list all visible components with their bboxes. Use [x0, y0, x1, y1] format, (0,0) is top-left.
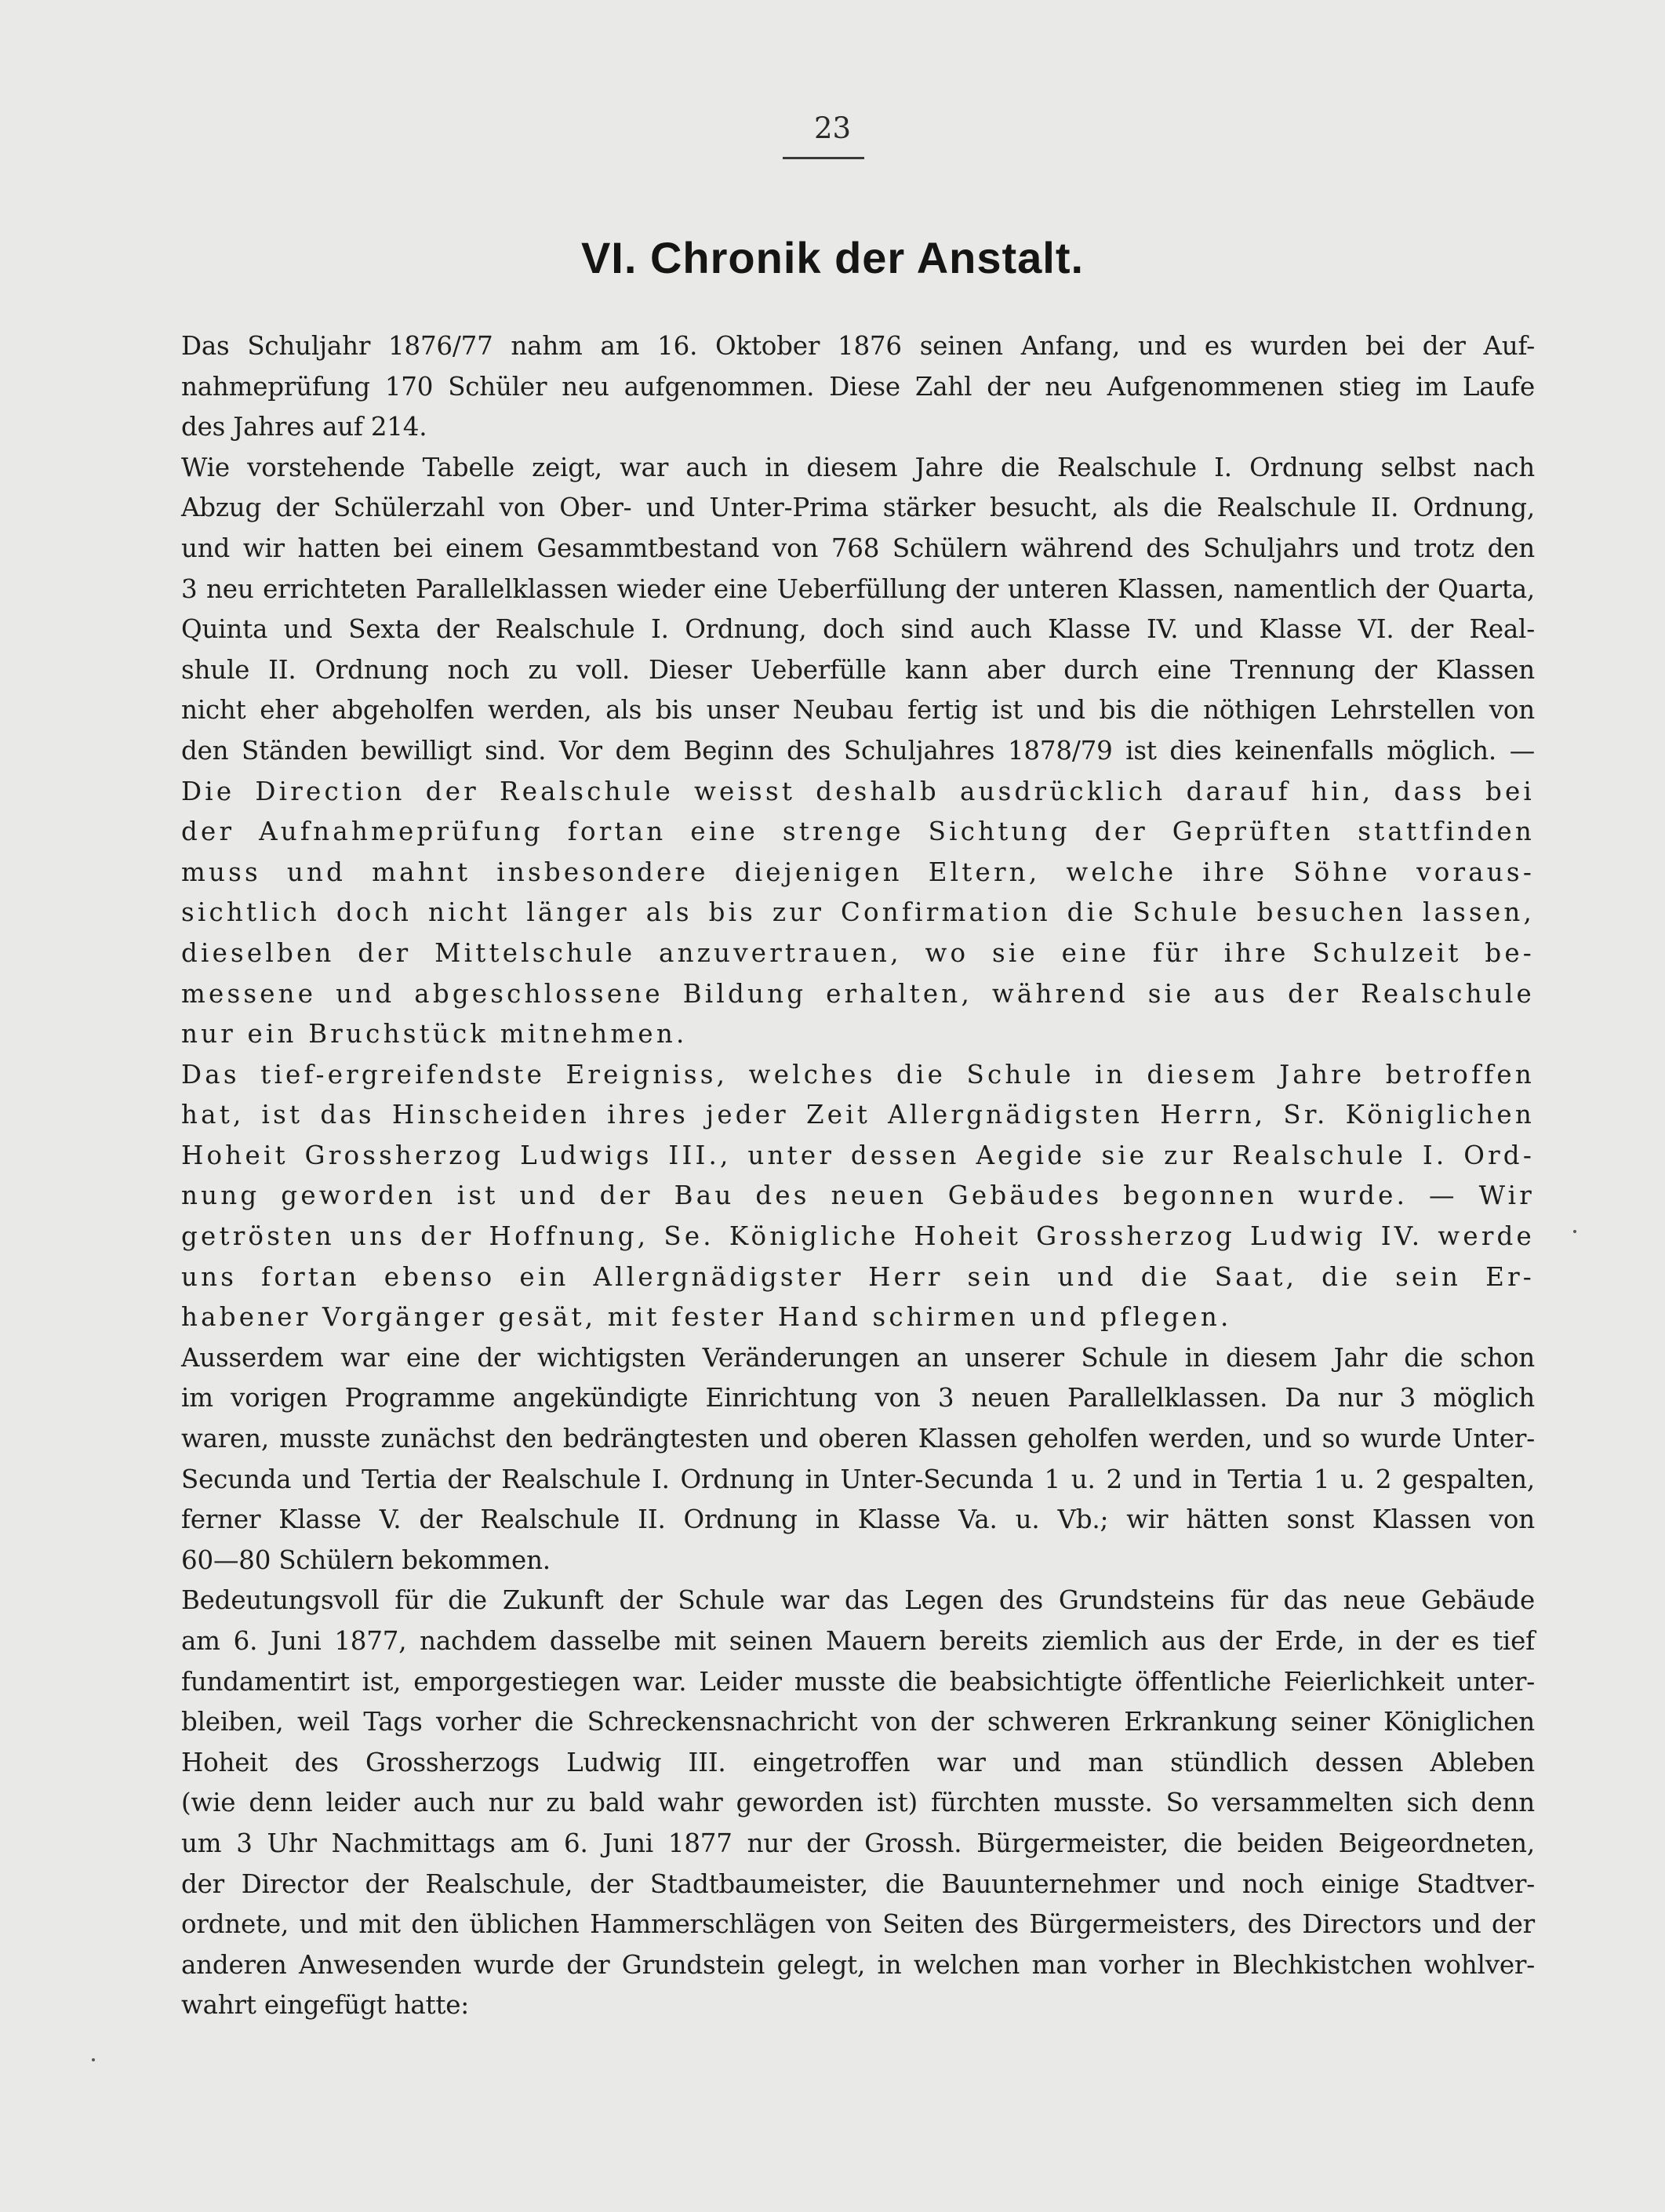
- body-text: [106, 326, 1535, 2026]
- text-line: um 3 Uhr Nachmittags am 6. Juni 1877 nur der Grossh. Bürgermeister, die beiden Beigeordneten,: [181, 1828, 1535, 1858]
- text-line: Bedeutungsvoll für die Zukunft der Schule war das Legen des Grundsteins für das neue Gebäude: [181, 1585, 1535, 1616]
- text-line-spaced: Die Direction der Realschule weisst deshalb ausdrücklich darauf hin, dass bei: [181, 776, 1535, 806]
- speck-mark: [1573, 1230, 1576, 1233]
- text-line-spaced: der Aufnahmeprüfung fortan eine strenge Sichtung der Geprüften stattfinden: [181, 817, 1535, 847]
- text-line: (wie denn leider auch nur zu bald wahr geworden ist) fürchten musste. So versammelten sich denn: [181, 1788, 1535, 1818]
- text-line: Quinta und Sexta der Realschule I. Ordnung, doch sind auch Klasse IV. und Klasse VI. der Real-: [181, 614, 1535, 645]
- chapter-title: VI. Chronik der Anstalt.: [580, 233, 1085, 282]
- speck-mark: [92, 2058, 95, 2061]
- text-line-spaced: habener Vorgänger gesät, mit fester Hand schirmen und pflegen.: [181, 1302, 1232, 1333]
- text-line: nicht eher abgeholfen werden, als bis unser Neubau fertig ist und bis die nöthigen Lehrstellen von: [181, 695, 1535, 726]
- text-line: 60—80 Schülern bekommen.: [181, 1544, 551, 1575]
- text-line: im vorigen Programme angekündigte Einrichtung von 3 neuen Parallelklassen. Da nur 3 möglich: [181, 1383, 1535, 1413]
- text-line: den Ständen bewilligt sind. Vor dem Beginn des Schuljahres 1878/79 ist dies keinenfalls möglich. —: [181, 735, 1535, 766]
- text-line: fundamentirt ist, emporgestiegen war. Leider musste die beabsichtigte öffentliche Feierlichkeit unter-: [181, 1666, 1535, 1697]
- text-line-spaced: sichtlich doch nicht länger als bis zur Confirmation die Schule besuchen lassen,: [181, 897, 1535, 928]
- text-line: ferner Klasse V. der Realschule II. Ordnung in Klasse Va. u. Vb.; wir hätten sonst Klassen von: [181, 1504, 1535, 1535]
- text-line-spaced: hat, ist das Hinscheiden ihres jeder Zeit Allergnädigsten Herrn, Sr. Königlichen: [181, 1100, 1535, 1130]
- page-number: 23: [813, 111, 852, 145]
- text-line-spaced: getrösten uns der Hoffnung, Se. Königliche Hoheit Grossherzog Ludwig IV. werde: [181, 1221, 1535, 1252]
- text-line-spaced: Das tief-ergreifendste Ereigniss, welches die Schule in diesem Jahre betroffen: [181, 1059, 1535, 1090]
- paragraph-enrollment: [106, 448, 1535, 1055]
- text-line-spaced: dieselben der Mittelschule anzuvertrauen, wo sie eine für ihre Schulzeit be-: [181, 937, 1535, 968]
- text-line: Abzug der Schülerzahl von Ober- und Unter-Prima stärker besucht, als die Realschule II. Ordnung,: [181, 493, 1535, 523]
- text-line: ordnete, und mit den üblichen Hammerschlägen von Seiten des Bürgermeisters, des Directors und der: [181, 1909, 1535, 1940]
- text-line: am 6. Juni 1877, nachdem dasselbe mit seinen Mauern bereits ziemlich aus der Erde, in der es tief: [181, 1626, 1535, 1656]
- text-line-spaced: nur ein Bruchstück mitnehmen.: [181, 1019, 688, 1050]
- text-line: Hoheit des Grossherzogs Ludwig III. eingetroffen war und man stündlich dessen Ableben: [181, 1747, 1535, 1777]
- text-line-spaced: nung geworden ist und der Bau des neuen Gebäudes begonnen wurde. — Wir: [181, 1181, 1535, 1211]
- paragraph-grand-duke: [106, 1055, 1535, 1338]
- page-number-rule: [783, 157, 864, 159]
- text-line: der Director der Realschule, der Stadtbaumeister, die Bauunternehmer und noch einige Stadtver-: [181, 1868, 1535, 1899]
- text-line: shule II. Ordnung noch zu voll. Dieser Ueberfülle kann aber durch eine Trennung der Klassen: [181, 654, 1535, 685]
- text-line: nahmeprüfung 170 Schüler neu aufgenommen. Diese Zahl der neu Aufgenommenen stieg im Laufe: [181, 371, 1535, 402]
- text-line: Secunda und Tertia der Realschule I. Ordnung in Unter-Secunda 1 u. 2 und in Tertia 1 u. 2 gespalten,: [181, 1464, 1535, 1494]
- text-line: Wie vorstehende Tabelle zeigt, war auch in diesem Jahre die Realschule I. Ordnung selbst nach: [181, 452, 1535, 482]
- text-line: Das Schuljahr 1876/77 nahm am 16. Oktober 1876 seinen Anfang, und es wurden bei der Auf-: [181, 331, 1535, 361]
- paragraph-parallel-classes: [106, 1338, 1535, 1581]
- text-line-spaced: Hoheit Grossherzog Ludwigs III., unter dessen Aegide sie zur Realschule I. Ord-: [181, 1140, 1535, 1170]
- text-line: des Jahres auf 214.: [181, 412, 427, 442]
- text-line: waren, musste zunächst den bedrängtesten und oberen Klassen geholfen werden, und so wurde Unter-: [181, 1424, 1535, 1454]
- text-line-spaced: messene und abgeschlossene Bildung erhalten, während sie aus der Realschule: [181, 978, 1535, 1009]
- text-line: wahrt eingefügt hatte:: [181, 1990, 470, 2021]
- paragraph-school-year: [106, 326, 1535, 448]
- text-line: 3 neu errichteten Parallelklassen wieder eine Ueberfüllung der unteren Klassen, namentlich der Quarta,: [181, 573, 1535, 604]
- text-line: Ausserdem war eine der wichtigsten Veränderungen an unserer Schule in diesem Jahr die schon: [181, 1342, 1535, 1373]
- paragraph-foundation-stone: [106, 1581, 1535, 2026]
- text-line: anderen Anwesenden wurde der Grundstein gelegt, in welchen man vorher in Blechkistchen wohlver-: [181, 1949, 1535, 1980]
- text-line: und wir hatten bei einem Gesammtbestand von 768 Schülern während des Schuljahrs und trotz den: [181, 533, 1535, 563]
- text-line: bleiben, weil Tags vorher die Schreckensnachricht von der schweren Erkrankung seiner Königlichen: [181, 1707, 1535, 1737]
- text-line-spaced: muss und mahnt insbesondere diejenigen Eltern, welche ihre Söhne voraus-: [181, 857, 1535, 887]
- text-line-spaced: uns fortan ebenso ein Allergnädigster Herr sein und die Saat, die sein Er-: [181, 1261, 1535, 1292]
